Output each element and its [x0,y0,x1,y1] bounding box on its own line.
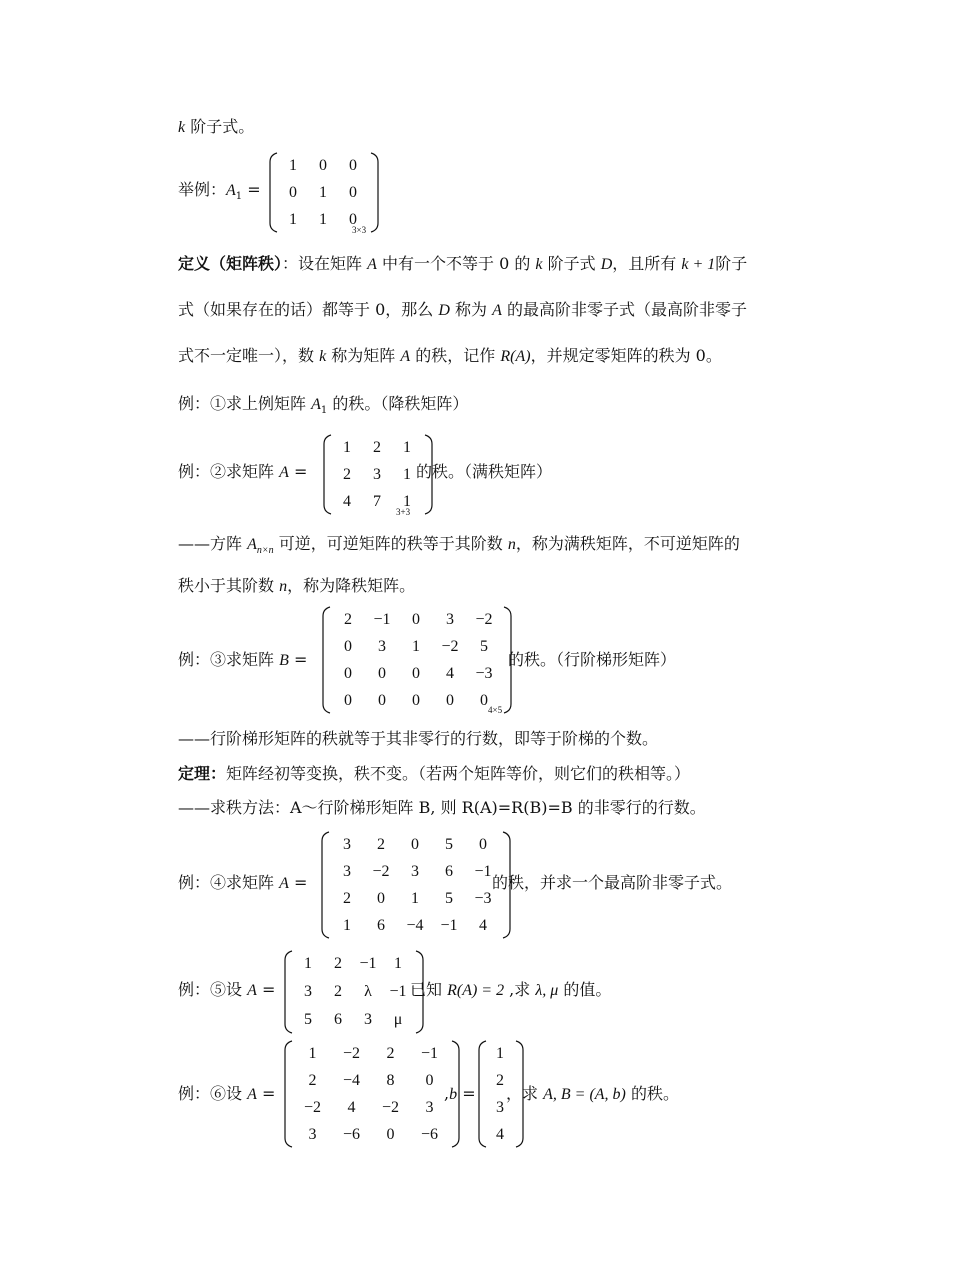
text: 称为矩阵 [326,346,401,365]
matrix-cell: −3 [474,889,492,907]
var-k: k [535,256,543,273]
text: ，并规定零矩阵的秩为 0。 [530,346,722,365]
left-paren-icon [477,1040,487,1148]
matrix-cell: 3 [364,1011,372,1028]
definition-line-2 [178,300,747,321]
subscript: 1 [235,191,243,202]
matrix-cell: 1 [308,1044,317,1062]
matrix-cell: 0 [386,1125,395,1143]
var-k: k [178,119,186,136]
right-paren-icon [370,152,380,233]
matrix-cell: 1 [496,1044,504,1062]
var-a: A [367,256,377,273]
matrix-cell: 2 [386,1044,395,1062]
definition-line-3 [178,346,722,367]
matrix-cell: 0 [349,183,357,201]
equals: = [462,1084,476,1103]
example-3-label [178,650,307,671]
matrix-cell: 4 [347,1098,356,1116]
matrix-cell: 0 [344,691,352,709]
matrix-cell: −1 [440,916,458,934]
equals: = [261,980,276,999]
matrix-cell: 0 [344,637,352,655]
matrix-cell: 3 [446,610,454,628]
example-3-suffix: 的秩。（行阶梯形矩阵） [508,650,677,669]
text: ：设在矩阵 [282,254,368,273]
matrix-cell: 4 [479,916,487,934]
matrix-cell: −1 [420,1044,439,1062]
matrix-cell: 0 [349,156,357,174]
text: ——方阵 [178,534,248,553]
left-paren-icon [283,950,293,1034]
text: 例：⑥设 [178,1084,248,1103]
matrix-cell: −1 [373,610,391,628]
matrix-cell: 0 [378,664,386,682]
matrix-cell: −2 [303,1098,322,1116]
matrix-cell: 0 [289,183,297,201]
matrix-cell: −1 [359,955,377,972]
matrix-ex3-dims [488,700,502,718]
matrix-cell: 0 [377,889,385,907]
var-k-plus-1: k + 1 [681,256,716,273]
matrix-cell: 0 [412,664,420,682]
var-b: B [279,652,289,669]
text: 的秩，记作 [410,346,501,365]
matrix-a1-dims [352,220,366,238]
matrix-ex2-dims [396,502,410,520]
left-paren-icon [321,606,331,714]
matrix-cell: 1 [319,210,327,228]
matrix-cell: 1 [412,637,420,655]
example-2-label [178,462,307,483]
matrix-cell: 0 [344,664,352,682]
matrix-cell: 6 [334,1011,342,1028]
subscript: n×n [256,545,274,556]
matrix-cell: 1 [343,916,351,934]
matrix-cell: 7 [373,492,381,510]
dims: 3+3 [396,507,411,517]
text: ，且所有 [612,254,682,273]
var-a: A [247,1086,257,1103]
matrix-cell: −4 [342,1071,361,1089]
matrix-cell: λ [364,983,372,1000]
rank-method: ——求秩方法：A～行阶梯形矩阵 B, 则 R(A)=R(B)=B 的非零行的行数。 [178,798,706,817]
unknowns: λ, μ [535,982,559,999]
matrix-cell: 0 [319,156,327,174]
matrix-cell: 0 [446,691,454,709]
matrix-cell: −2 [381,1098,400,1116]
matrix-cell: 1 [411,889,419,907]
text: 中有一个不等于 0 的 [376,254,536,273]
text: ，称为满秩矩阵，不可逆矩阵的 [515,534,740,553]
text: 已知 [410,980,448,999]
matrix-cell: 3 [373,465,381,483]
example-2-suffix: 的秩。（满秩矩阵） [416,462,553,481]
text: 阶子式。 [185,117,255,136]
matrix-cell: 3 [496,1098,504,1116]
left-paren-icon [322,434,332,515]
text: 秩小于其阶数 [178,576,280,595]
text: 例：④求矩阵 [178,873,280,892]
matrix-cell: 0 [480,691,488,709]
rank-expr: R(A) [500,348,531,365]
matrix-cell: 2 [334,955,342,972]
example-6-b-label [444,1084,476,1105]
example-5-label [178,980,275,1001]
matrix-cell: −2 [372,862,390,880]
matrix-cell: −6 [342,1125,361,1143]
matrix-cell: −1 [474,862,492,880]
var-n: n [279,578,288,595]
matrix-cell: 4 [446,664,454,682]
line-k-minor [178,117,254,138]
matrix-cell: 5 [304,1011,312,1028]
matrix-cell: −3 [475,664,493,682]
definition-line-1 [178,254,747,275]
matrix-cell: 3 [304,983,312,1000]
text: 的值。 [558,980,612,999]
text: 可逆，可逆矩阵的秩等于其阶数 [273,534,508,553]
matrix-cell: 1 [403,438,411,456]
matrix-cell: 5 [445,835,453,853]
example-1 [178,394,468,417]
matrix-ex6-a [283,1040,459,1148]
definition-heading: 定义（矩阵秩） [178,254,283,273]
example-a1-label [178,180,261,203]
matrix-cell: 1 [319,183,327,201]
augmented-expr: A, B = (A, b) [543,1086,626,1103]
note-square-matrix-2 [178,576,415,597]
matrix-cell: 1 [403,465,411,483]
matrix-ex3 [321,606,511,714]
text: 式不一定唯一），数 [178,346,320,365]
text: 阶子 [715,254,748,273]
matrix-cell: 0 [349,210,357,228]
note-row-echelon: ——行阶梯形矩阵的秩就等于其非零行的行数，即等于阶梯的个数。 [178,729,659,748]
matrix-cell: 1 [394,955,402,972]
matrix-ex5 [283,950,423,1034]
text: 例：⑤设 [178,980,248,999]
var-a: A [279,464,289,481]
equals: = [293,873,308,892]
matrix-cell: 2 [496,1071,504,1089]
matrix-cell: 0 [412,610,420,628]
text: 的秩。 [625,1084,679,1103]
var-a: A [279,875,289,892]
matrix-cell: 6 [377,916,385,934]
left-paren-icon [283,1040,293,1148]
matrix-cell: 2 [377,835,385,853]
comma: , [444,1084,450,1103]
matrix-cell: 4 [343,492,351,510]
theorem-heading: 定理： [178,764,227,783]
matrix-cell: 5 [445,889,453,907]
matrix-cell: 3 [343,862,351,880]
example-6-label [178,1084,275,1105]
equals: = [293,650,308,669]
matrix-cell: −2 [342,1044,361,1062]
matrix-cell: μ [393,1011,403,1028]
subscript: 1 [320,405,328,416]
var-d: D [600,256,613,273]
text: 的最高阶非零子式（最高阶非零子 [501,300,747,319]
matrix-cell: −4 [406,916,424,934]
var-a: A [492,302,502,319]
text: 举例： [178,180,227,199]
matrix-cell: 3 [411,862,419,880]
text: 的秩。（降秩矩阵） [327,394,469,413]
text: 例：②求矩阵 [178,462,280,481]
text: 称为 [449,300,493,319]
matrix-cell: −2 [441,637,459,655]
matrix-cell: 0 [425,1071,434,1089]
text: 阶子式 [542,254,601,273]
theorem [178,764,690,784]
dims: 3×3 [352,225,367,235]
matrix-cell: 2 [373,438,381,456]
example-4-suffix: 的秩，并求一个最高阶非零子式。 [492,873,733,892]
matrix-cell: −6 [420,1125,439,1143]
equals: = [261,1084,276,1103]
var-a: A [226,182,236,199]
var-a: A [247,982,257,999]
matrix-cell: 5 [480,637,488,655]
example-5-suffix [410,980,611,1001]
matrix-cell: 3 [343,835,351,853]
matrix-ex4 [320,831,510,939]
matrix-cell: 2 [334,983,342,1000]
matrix-cell: −1 [389,983,407,1000]
matrix-cell: 1 [304,955,312,972]
matrix-cell: 2 [308,1071,317,1089]
equals: = [293,462,308,481]
var-a: A [400,348,411,365]
matrix-cell: 3 [308,1125,317,1143]
left-paren-icon [320,831,330,939]
var-a: A [311,396,321,413]
matrix-cell: 8 [386,1071,395,1089]
rank-condition: R(A) = 2 [447,982,505,999]
text: ，求 [506,1084,544,1103]
matrix-cell: 4 [496,1125,504,1143]
text: 式（如果存在的话）都等于 0，那么 [178,300,439,319]
example-6-suffix [506,1084,679,1105]
matrix-cell: 2 [344,610,352,628]
matrix-cell: 1 [289,210,297,228]
matrix-cell: −2 [475,610,493,628]
matrix-cell: 0 [412,691,420,709]
matrix-cell: 0 [479,835,487,853]
dims: 4×5 [488,705,503,715]
matrix-cell: 1 [403,492,411,510]
matrix-cell: 6 [445,862,453,880]
matrix-cell: 1 [289,156,297,174]
text: 矩阵经初等变换，秩不变。（若两个矩阵等价，则它们的秩相等。） [226,764,691,783]
matrix-cell: 0 [378,691,386,709]
example-4-label [178,873,307,894]
var-k: k [319,348,327,365]
text: 例：③求矩阵 [178,650,280,669]
matrix-cell: 0 [411,835,419,853]
var-d: D [438,302,450,319]
text: 例：①求上例矩阵 [178,394,312,413]
equals: = [247,180,261,199]
var-n: n [507,536,516,553]
matrix-cell: 3 [378,637,386,655]
text: ,求 [504,980,536,999]
left-paren-icon [268,152,278,233]
matrix-cell: 2 [343,465,351,483]
matrix-cell: 3 [425,1098,434,1116]
var-b: b [449,1086,458,1103]
matrix-cell: 1 [343,438,351,456]
text: ，称为降秩矩阵。 [287,576,416,595]
note-square-matrix [178,534,740,557]
matrix-cell: 2 [343,889,351,907]
var-a: A [247,536,257,553]
